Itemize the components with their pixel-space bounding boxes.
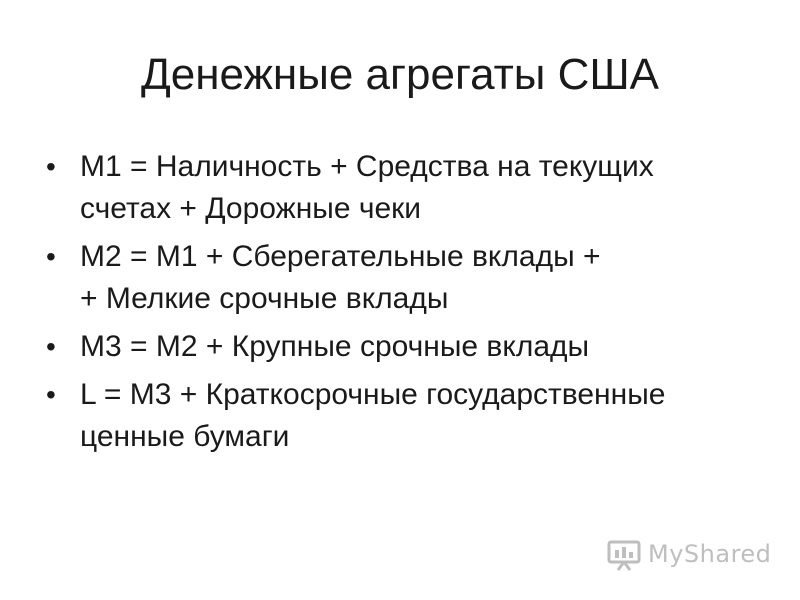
bullet-line: L = М3 + Краткосрочные государственные (80, 378, 666, 411)
bullet-item-m1 (44, 146, 744, 230)
bullet-line: счетах + Дорожные чеки (80, 192, 422, 225)
bullet-marker: • (46, 151, 56, 182)
bullet-marker: • (46, 241, 56, 272)
bullet-item-l (44, 374, 744, 458)
bullet-line: + Мелкие срочные вклады (80, 282, 449, 315)
bullet-list (44, 146, 744, 464)
watermark-text: MyShared (648, 540, 772, 568)
bullet-marker: • (46, 379, 56, 410)
slide-title: Денежные агрегаты США (140, 50, 660, 99)
bullet-item-m3 (44, 326, 744, 368)
bullet-line: М3 = М2 + Крупные срочные вклады (80, 330, 590, 363)
bullet-marker: • (46, 331, 56, 362)
myshared-logo-icon (606, 536, 642, 572)
bullet-item-m2 (44, 236, 744, 320)
bullet-line: ценные бумаги (80, 420, 290, 453)
watermark (606, 534, 771, 574)
bullet-line: М2 = М1 + Сберегательные вклады + (80, 240, 601, 273)
bullet-line: М1 = Наличность + Средства на текущих (80, 150, 654, 183)
